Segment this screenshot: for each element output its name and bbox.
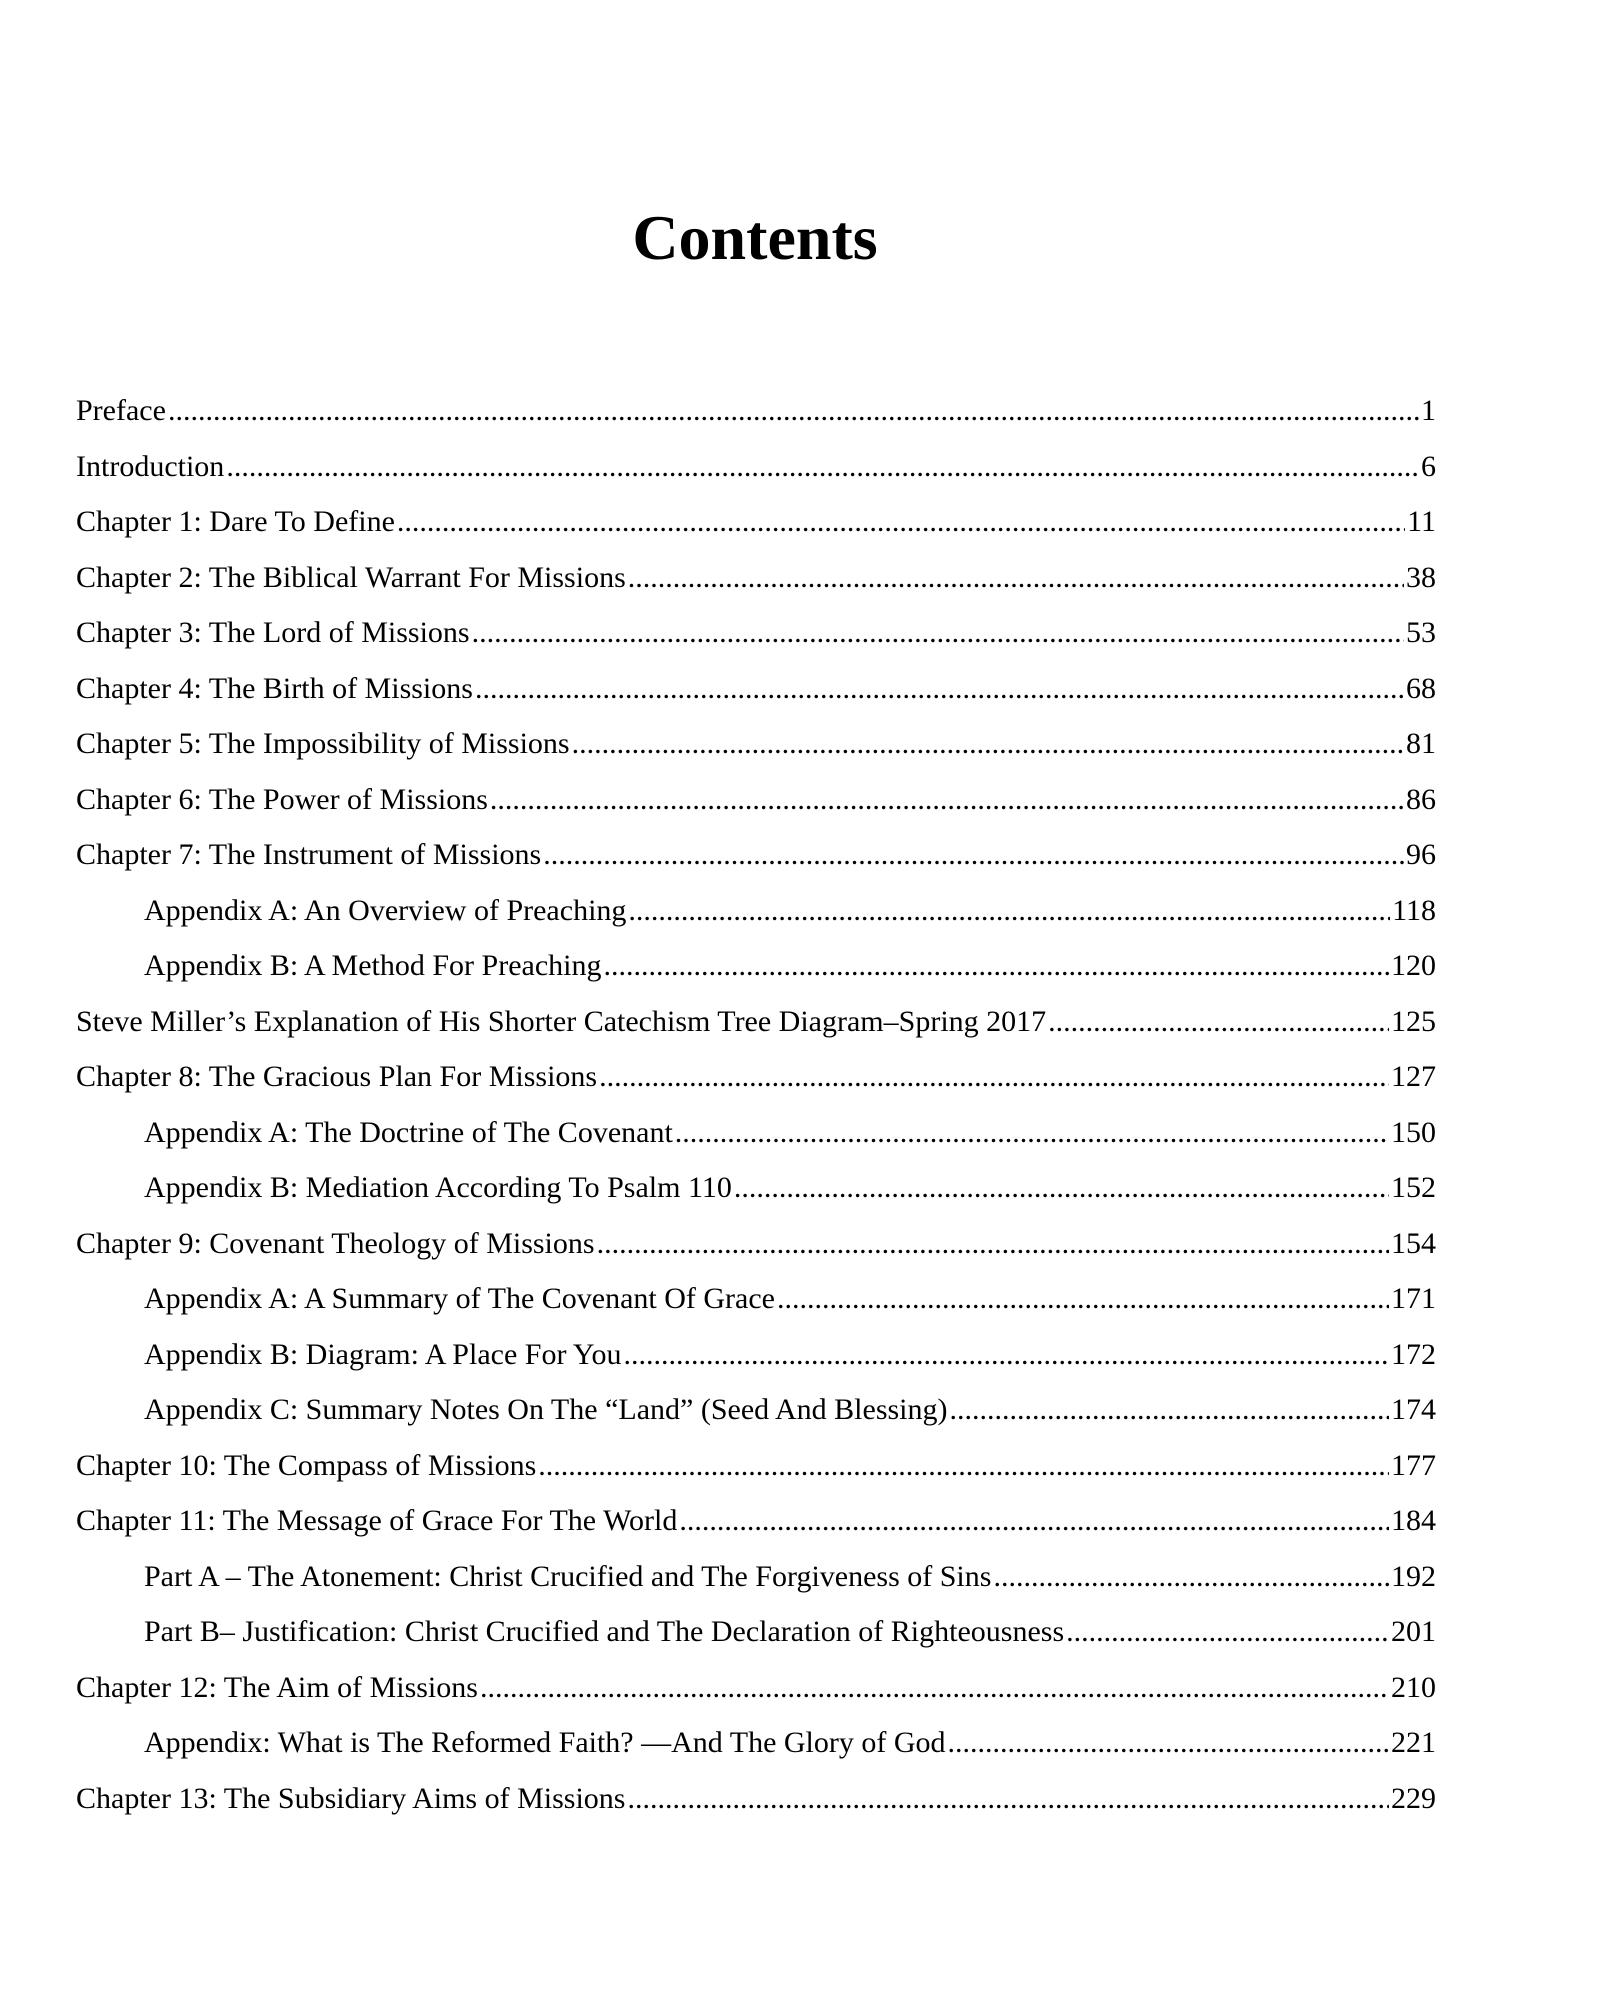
toc-entry-label: Appendix B: A Method For Preaching <box>144 949 602 982</box>
toc-entry-label: Appendix B: Diagram: A Place For You <box>144 1337 622 1371</box>
toc-entry-label: Chapter 5: The Impossibility of Missions <box>76 727 570 760</box>
toc-entry-page: 192 <box>1391 1559 1436 1593</box>
toc-entry-label: Chapter 10: The Compass of Missions <box>76 1448 537 1482</box>
toc-entry-page: 184 <box>1391 1504 1436 1537</box>
toc-entry <box>76 1660 1436 1716</box>
dot-leader <box>599 1049 1389 1105</box>
toc-entry <box>76 383 1436 439</box>
dot-leader <box>628 883 1390 939</box>
toc-entry-label: Part B– Justification: Christ Crucified and The Declaration of Righteousness <box>144 1615 1065 1648</box>
dot-leader <box>1048 994 1389 1050</box>
toc-entry <box>76 1327 1436 1383</box>
toc-entry-page: 120 <box>1391 949 1436 982</box>
dot-leader <box>948 1715 1389 1771</box>
dot-leader <box>543 827 1404 883</box>
toc-entry-label: Appendix B: Mediation According To Psalm 110 <box>144 1171 732 1204</box>
toc-entry <box>76 605 1436 661</box>
dot-leader <box>480 1660 1389 1716</box>
toc-entry <box>76 550 1436 606</box>
toc-entry <box>76 994 1436 1050</box>
toc-entry-page: 171 <box>1391 1282 1436 1315</box>
toc-entry-page: 68 <box>1406 671 1436 705</box>
toc-entry-page: 86 <box>1406 782 1436 816</box>
table-of-contents <box>76 383 1436 1826</box>
toc-entry-page: 6 <box>1421 449 1436 483</box>
toc-entry-page: 210 <box>1391 1670 1436 1704</box>
toc-entry-label: Chapter 2: The Biblical Warrant For Missions <box>76 560 626 594</box>
toc-entry-page: 174 <box>1391 1393 1436 1426</box>
toc-entry-page: 177 <box>1391 1448 1436 1482</box>
toc-entry-label: Chapter 12: The Aim of Missions <box>76 1670 478 1704</box>
toc-entry-page: 152 <box>1391 1171 1436 1204</box>
dot-leader <box>168 383 1419 439</box>
toc-entry-page: 150 <box>1391 1115 1436 1149</box>
toc-entry-label: Chapter 6: The Power of Missions <box>76 782 488 816</box>
toc-entry-label: Appendix A: An Overview of Preaching <box>144 893 627 927</box>
dot-leader <box>397 494 1405 550</box>
dot-leader <box>490 772 1404 828</box>
toc-entry-label: Chapter 8: The Gracious Plan For Missions <box>76 1060 598 1093</box>
toc-entry-label: Preface <box>76 394 166 427</box>
toc-entry-page: 96 <box>1406 838 1436 871</box>
toc-entry-page: 118 <box>1392 893 1436 927</box>
toc-entry-page: 125 <box>1391 1004 1436 1038</box>
dot-leader <box>1066 1604 1389 1660</box>
toc-entry-page: 127 <box>1391 1060 1436 1093</box>
toc-entry-page: 38 <box>1406 560 1436 594</box>
toc-entry-label: Chapter 13: The Subsidiary Aims of Missions <box>76 1781 626 1815</box>
toc-entry <box>76 938 1436 994</box>
toc-entry-label: Steve Miller’s Explanation of His Shorter Catechism Tree Diagram–Spring 2017 <box>76 1004 1047 1038</box>
dot-leader <box>628 550 1404 606</box>
toc-entry <box>76 716 1436 772</box>
toc-entry <box>76 1382 1436 1438</box>
toc-entry <box>76 1049 1436 1105</box>
toc-entry-page: 11 <box>1407 505 1436 538</box>
toc-entry <box>76 494 1436 550</box>
dot-leader <box>950 1382 1390 1438</box>
dot-leader <box>538 1438 1389 1494</box>
toc-entry <box>76 772 1436 828</box>
toc-entry <box>76 661 1436 717</box>
toc-entry-label: Appendix C: Summary Notes On The “Land” (Seed And Blessing) <box>144 1393 948 1426</box>
toc-entry <box>76 1715 1436 1771</box>
toc-entry-page: 53 <box>1406 616 1436 649</box>
dot-leader <box>603 938 1389 994</box>
dot-leader <box>993 1549 1389 1605</box>
page-title: Contents <box>632 202 878 273</box>
toc-entry-page: 229 <box>1391 1781 1436 1815</box>
toc-entry <box>76 1604 1436 1660</box>
dot-leader <box>624 1327 1390 1383</box>
toc-entry-page: 154 <box>1391 1226 1436 1260</box>
toc-entry <box>76 1549 1436 1605</box>
toc-entry-label: Appendix A: A Summary of The Covenant Of Grace <box>144 1282 775 1315</box>
toc-entry-label: Chapter 4: The Birth of Missions <box>76 671 473 705</box>
toc-entry <box>76 883 1436 939</box>
toc-entry <box>76 827 1436 883</box>
dot-leader <box>679 1493 1389 1549</box>
dot-leader <box>572 716 1404 772</box>
toc-entry <box>76 439 1436 495</box>
dot-leader <box>226 439 1419 495</box>
toc-entry <box>76 1771 1436 1827</box>
dot-leader <box>627 1771 1389 1827</box>
toc-entry <box>76 1438 1436 1494</box>
toc-entry-page: 1 <box>1421 394 1436 427</box>
toc-entry <box>76 1105 1436 1161</box>
dot-leader <box>472 605 1404 661</box>
toc-entry-page: 172 <box>1391 1337 1436 1371</box>
dot-leader <box>597 1216 1389 1272</box>
toc-entry <box>76 1216 1436 1272</box>
toc-entry <box>76 1160 1436 1216</box>
dot-leader <box>675 1105 1389 1161</box>
toc-entry-label: Chapter 11: The Message of Grace For The World <box>76 1504 678 1537</box>
toc-entry-page: 201 <box>1391 1615 1436 1648</box>
toc-entry-label: Chapter 3: The Lord of Missions <box>76 616 470 649</box>
toc-entry-label: Appendix A: The Doctrine of The Covenant <box>144 1115 673 1149</box>
toc-entry-label: Chapter 1: Dare To Define <box>76 505 395 538</box>
toc-entry <box>76 1271 1436 1327</box>
toc-entry-label: Appendix: What is The Reformed Faith? —And The Glory of God <box>144 1726 946 1759</box>
dot-leader <box>475 661 1404 717</box>
dot-leader <box>777 1271 1389 1327</box>
dot-leader <box>734 1160 1389 1216</box>
toc-entry-page: 81 <box>1406 727 1436 760</box>
toc-entry-label: Introduction <box>76 449 225 483</box>
toc-entry-label: Part A – The Atonement: Christ Crucified and The Forgiveness of Sins <box>144 1559 992 1593</box>
toc-entry-label: Chapter 7: The Instrument of Missions <box>76 838 542 871</box>
toc-entry <box>76 1493 1436 1549</box>
toc-entry-label: Chapter 9: Covenant Theology of Missions <box>76 1226 595 1260</box>
toc-entry-page: 221 <box>1391 1726 1436 1759</box>
